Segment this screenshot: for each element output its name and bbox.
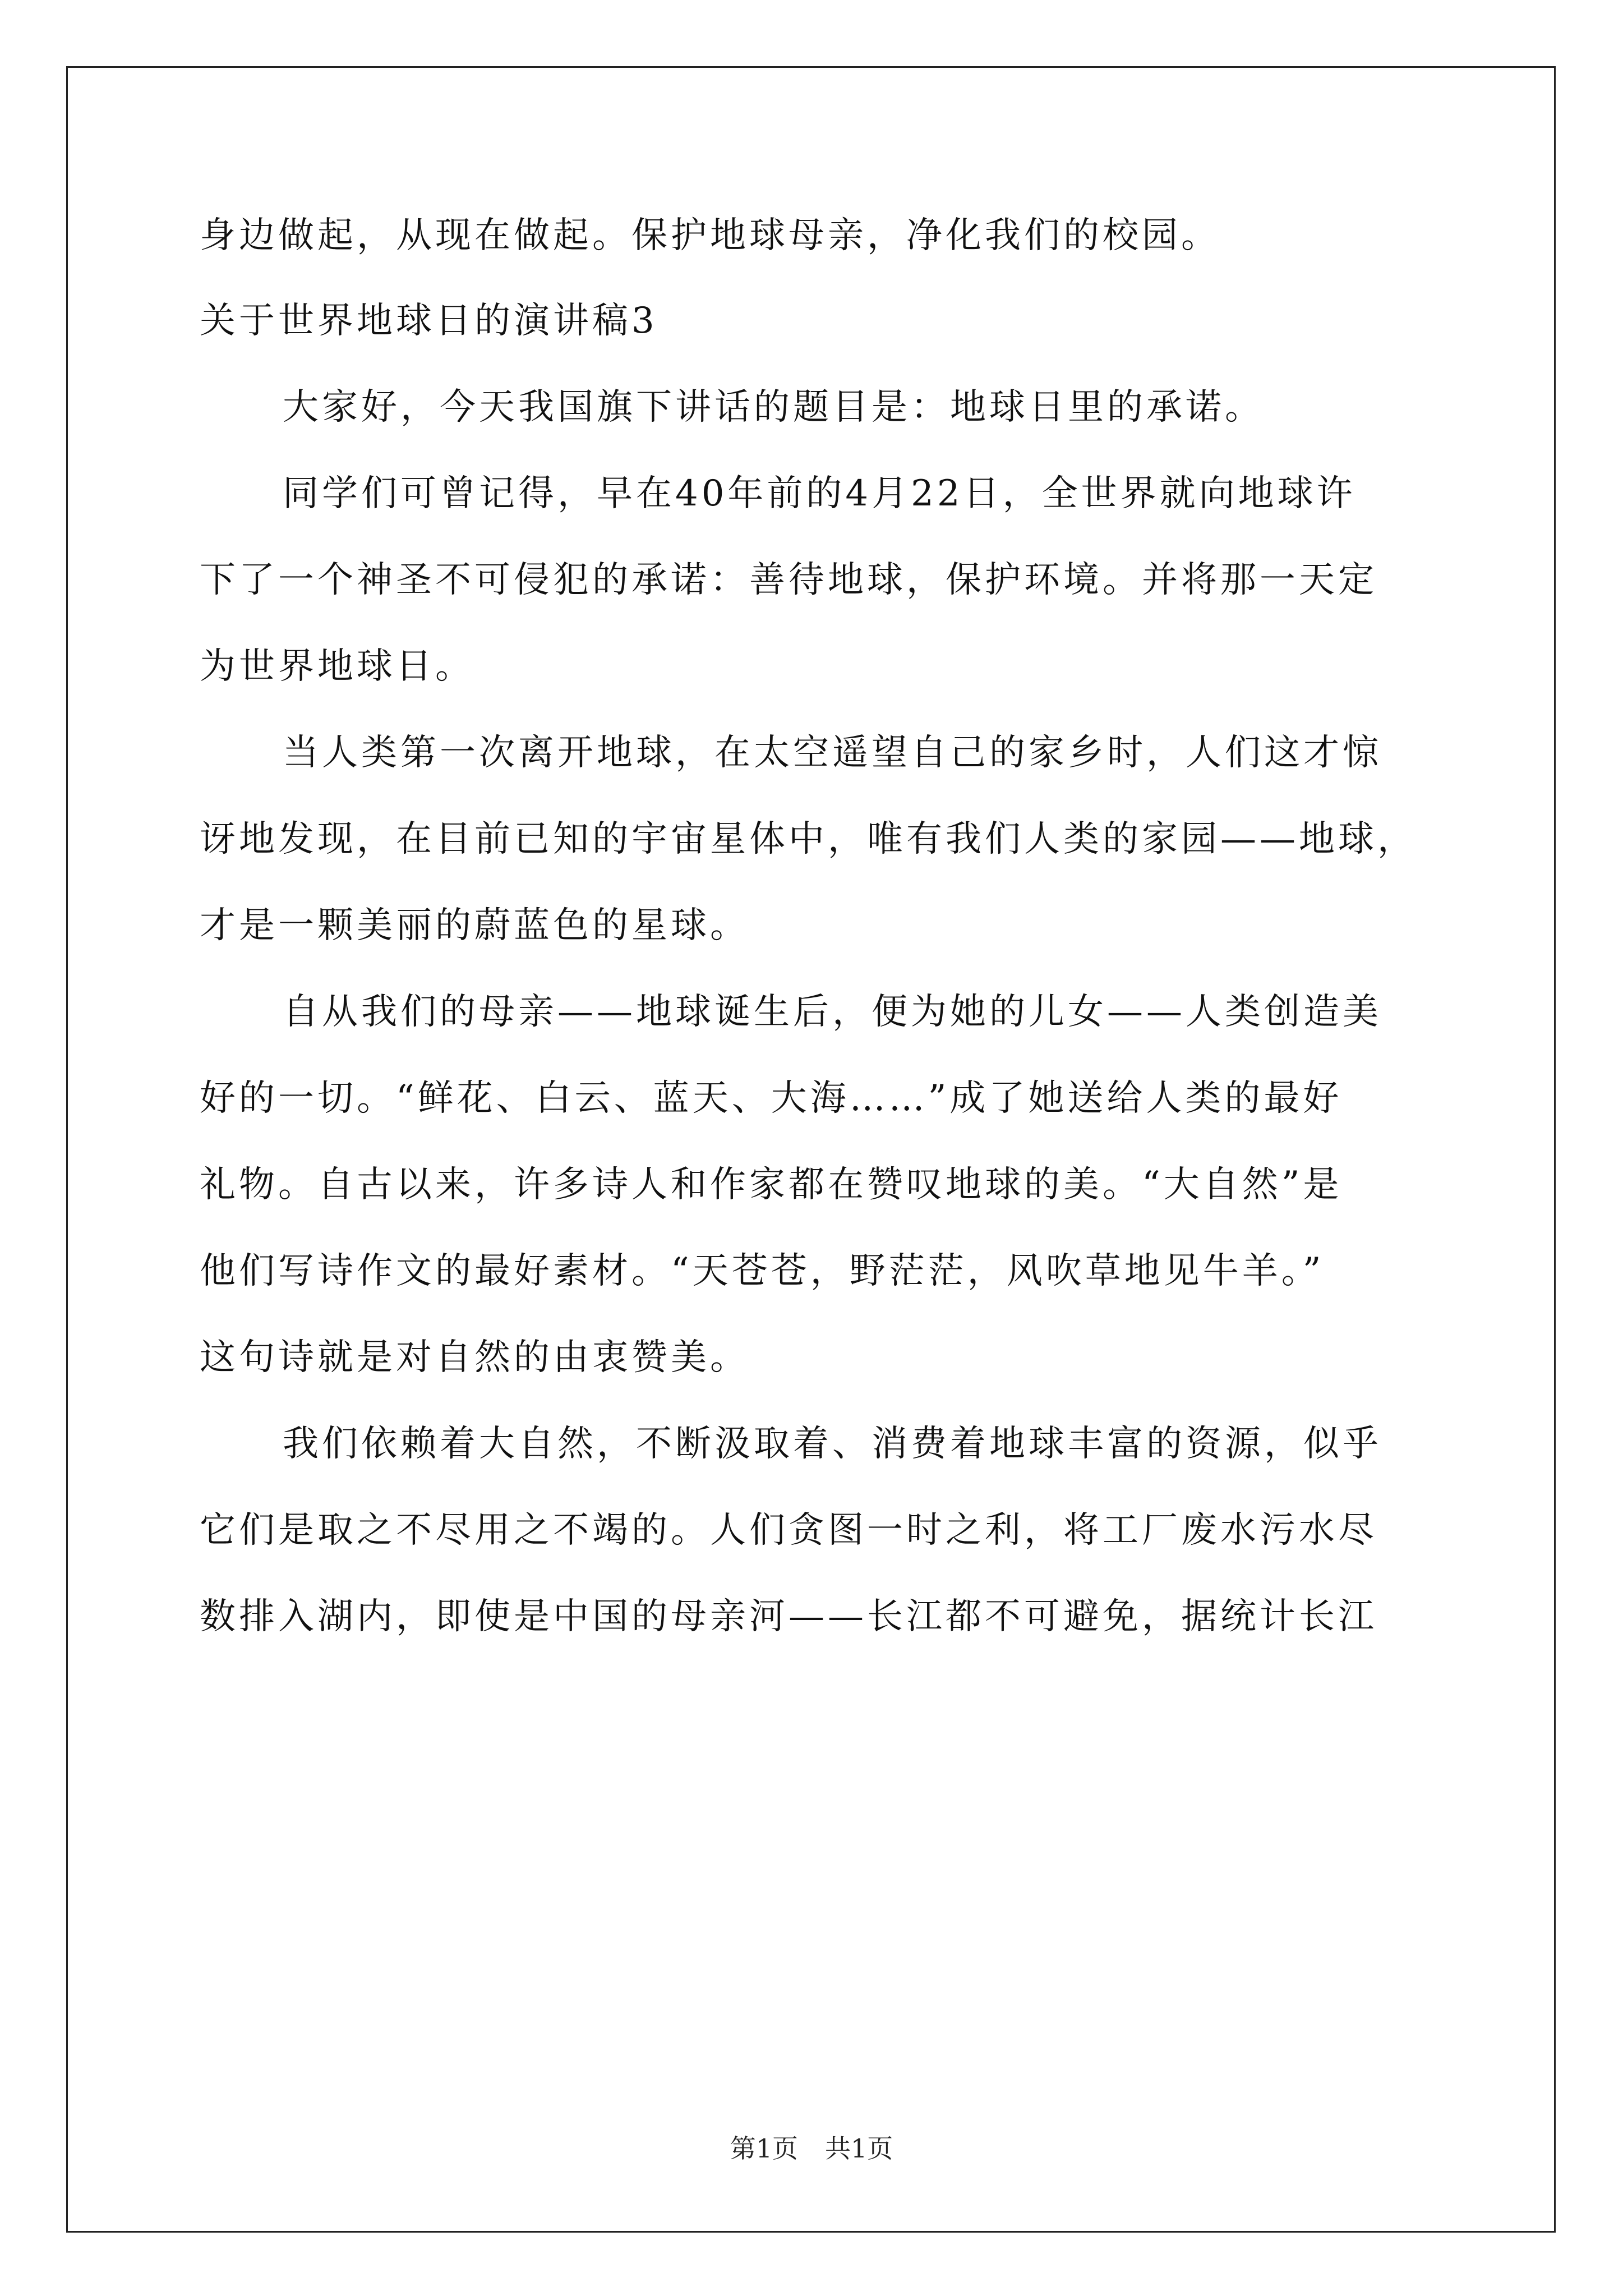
paragraph-line: 为世界地球日。: [200, 646, 474, 687]
page-number: 第1页: [730, 2133, 798, 2164]
page-total: 共1页: [825, 2133, 893, 2164]
paragraph-line: 礼物。自古以来，许多诗人和作家都在赞叹地球的美。“大自然”是: [200, 1164, 1343, 1205]
paragraph-line: 数排入湖内，即使是中国的母亲河——长江都不可避免，据统计长江: [200, 1596, 1377, 1637]
paragraph-line: 下了一个神圣不可侵犯的承诺：善待地球，保护环境。并将那一天定: [200, 559, 1377, 601]
section-heading: 关于世界地球日的演讲稿3: [200, 300, 658, 342]
paragraph-line: 当人类第一次离开地球，在太空遥望自己的家乡时，人们这才惊: [283, 732, 1382, 774]
paragraph-line: 大家好，今天我国旗下讲话的题目是：地球日里的承诺。: [283, 386, 1264, 428]
paragraph-line: 讶地发现，在目前已知的宇宙星体中，唯有我们人类的家园——地球，: [200, 818, 1417, 860]
paragraph-line: 同学们可曾记得，早在40年前的4月22日，全世界就向地球许: [283, 473, 1356, 514]
paragraph-line: 好的一切。“鲜花、白云、蓝天、大海……”成了她送给人类的最好: [200, 1078, 1343, 1119]
paragraph-line: 自从我们的母亲——地球诞生后，便为她的儿女——人类创造美: [283, 991, 1382, 1033]
page-footer: [0, 2132, 1623, 2165]
paragraph-line: 它们是取之不尽用之不竭的。人们贪图一时之利，将工厂废水污水尽: [200, 1510, 1377, 1551]
paragraph-line: 这句诗就是对自然的由衷赞美。: [200, 1337, 749, 1378]
paragraph-line: 我们依赖着大自然，不断汲取着、消费着地球丰富的资源，似乎: [283, 1423, 1382, 1465]
text-line: 身边做起，从现在做起。保护地球母亲，净化我们的校园。: [200, 215, 1220, 256]
paragraph-line: 才是一颗美丽的蔚蓝色的星球。: [200, 905, 749, 946]
paragraph-line: 他们写诗作文的最好素材。“天苍苍，野茫茫，风吹草地见牛羊。”: [200, 1250, 1325, 1292]
